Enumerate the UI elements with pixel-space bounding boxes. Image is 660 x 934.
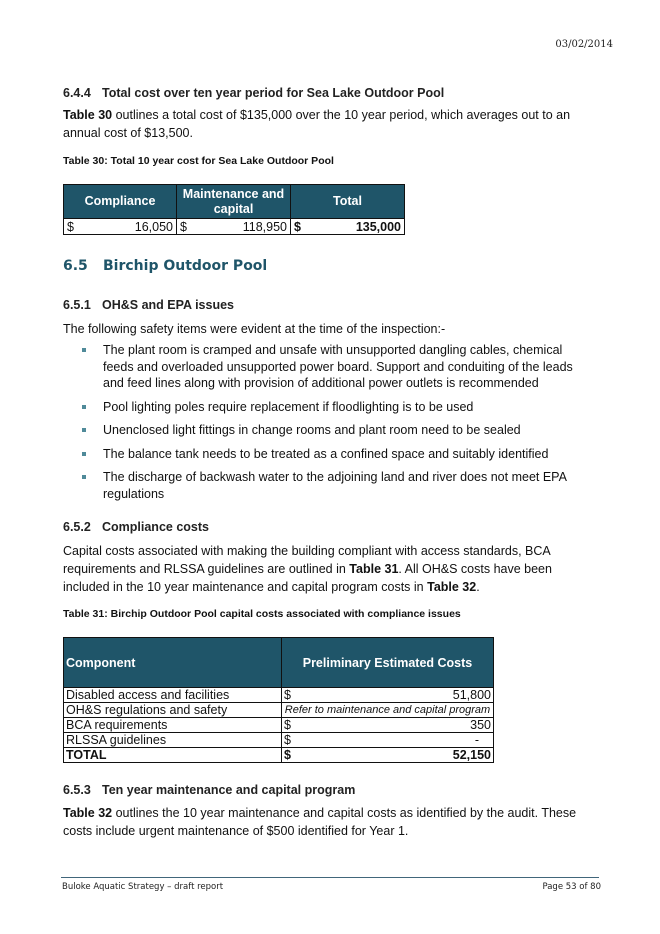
cost-cell — [282, 733, 494, 748]
paragraph-6-5-2 — [63, 542, 583, 596]
cost-cell — [282, 748, 494, 763]
bullet-icon — [82, 452, 86, 456]
table-reference: Table 32 — [427, 580, 477, 594]
component-cell: BCA requirements — [64, 718, 282, 733]
table-cell — [291, 219, 405, 235]
component-cell: Disabled access and facilities — [64, 688, 282, 703]
currency-symbol: $ — [294, 219, 301, 234]
list-item-text: The balance tank needs to be treated as a confined space and suitably identified — [103, 446, 549, 461]
heading-number: 6.4.4 — [63, 86, 91, 100]
heading-title: Birchip Outdoor Pool — [103, 258, 268, 274]
cost-note-cell: Refer to maintenance and capital program — [282, 703, 494, 718]
column-header: Total — [291, 185, 405, 219]
bullet-icon — [82, 348, 86, 352]
table-cell — [64, 219, 177, 235]
list-item — [63, 469, 593, 502]
table-reference: Table 31 — [349, 562, 399, 576]
heading-number: 6.5 — [63, 258, 88, 274]
column-header: Component — [64, 638, 282, 688]
list-item — [63, 399, 593, 416]
table-cell — [177, 219, 291, 235]
table-30-caption: Table 30: Total 10 year cost for Sea Lake Outdoor Pool — [63, 155, 334, 167]
component-cell: OH&S regulations and safety — [64, 703, 282, 718]
component-cell: TOTAL — [64, 748, 282, 763]
paragraph-intro: The following safety items were evident at the time of the inspection:- — [63, 322, 446, 336]
table-31-caption: Table 31: Birchip Outdoor Pool capital costs associated with compliance issues — [63, 608, 461, 620]
currency-symbol: $ — [284, 688, 291, 702]
footer-document-title: Buloke Aquatic Strategy – draft report — [62, 882, 224, 892]
list-item — [63, 422, 593, 439]
column-header: Maintenance and capital — [177, 185, 291, 219]
list-item-text: The discharge of backwash water to the adjoining land and river does not meet EPA regulations — [103, 470, 567, 501]
currency-symbol: $ — [284, 733, 291, 747]
cell-value: 52,150 — [452, 748, 491, 762]
table-total-row — [64, 748, 494, 763]
heading-number: 6.5.1 — [63, 298, 91, 312]
cell-value: 118,950 — [242, 219, 287, 234]
heading-title: Ten year maintenance and capital program — [102, 783, 356, 797]
list-item — [63, 446, 593, 463]
heading-title: Compliance costs — [102, 520, 209, 534]
currency-symbol: $ — [67, 219, 74, 234]
cost-cell — [282, 718, 494, 733]
column-header: Compliance — [64, 185, 177, 219]
safety-items-list — [63, 342, 593, 509]
heading-6-5 — [63, 258, 267, 274]
heading-number: 6.5.3 — [63, 783, 91, 797]
table-31 — [63, 637, 494, 763]
currency-symbol: $ — [284, 718, 291, 732]
table-header-row — [64, 185, 405, 219]
list-item-text: The plant room is cramped and unsafe with unsupported dangling cables, chemical feeds and overloaded unsupported power board. Support and conduiting of the leads and feed lines along with provision of additional power outlets is recommended — [103, 343, 573, 390]
cell-value: 16,050 — [134, 219, 173, 234]
paragraph-text: outlines the 10 year maintenance and capital costs as identified by the audit. These costs include urgent maintenance of $500 identified for Year 1. — [63, 806, 577, 838]
cell-value: - — [474, 733, 479, 747]
table-reference: Table 30 — [63, 108, 113, 122]
header-date: 03/02/2014 — [555, 39, 613, 50]
footer-divider — [61, 877, 599, 878]
table-header-row — [64, 638, 494, 688]
table-row — [64, 718, 494, 733]
table-reference: Table 32 — [63, 806, 113, 820]
cell-value: 135,000 — [355, 219, 401, 234]
list-item — [63, 342, 593, 392]
heading-6-5-2 — [63, 520, 209, 534]
bullet-icon — [82, 405, 86, 409]
table-row — [64, 703, 494, 718]
heading-title: Total cost over ten year period for Sea Lake Outdoor Pool — [102, 86, 445, 100]
cell-value: 51,800 — [452, 688, 491, 702]
table-30 — [63, 184, 405, 235]
column-header: Preliminary Estimated Costs — [282, 638, 494, 688]
footer-page-number: Page 53 of 80 — [542, 882, 601, 892]
paragraph-6-4-4 — [63, 106, 583, 142]
cost-cell — [282, 688, 494, 703]
currency-symbol: $ — [284, 748, 291, 762]
bullet-icon — [82, 475, 86, 479]
component-cell: RLSSA guidelines — [64, 733, 282, 748]
table-row — [64, 219, 405, 235]
paragraph-text: . — [476, 580, 480, 594]
paragraph-text: outlines a total cost of $135,000 over the 10 year period, which averages out to an annual cost of $13,500. — [63, 108, 571, 140]
paragraph-text: . All OH&S costs have been included in the 10 year maintenance and capital program costs in — [63, 562, 552, 594]
list-item-text: Pool lighting poles require replacement if floodlighting is to be used — [103, 399, 474, 414]
currency-symbol: $ — [180, 219, 187, 234]
heading-6-5-3 — [63, 783, 355, 797]
heading-6-5-1 — [63, 298, 234, 312]
paragraph-6-5-3 — [63, 804, 583, 840]
list-item-text: Unenclosed light fittings in change rooms and plant room need to be sealed — [103, 423, 521, 437]
bullet-icon — [82, 428, 86, 432]
cell-value: 350 — [470, 718, 491, 732]
table-row — [64, 733, 494, 748]
heading-6-4-4 — [63, 86, 444, 100]
table-row — [64, 688, 494, 703]
heading-number: 6.5.2 — [63, 520, 91, 534]
heading-title: OH&S and EPA issues — [102, 298, 234, 312]
paragraph-text: Capital costs associated with making the building compliant with access standards, BCA requirements and RLSSA guidelines are outlined in — [63, 544, 551, 576]
